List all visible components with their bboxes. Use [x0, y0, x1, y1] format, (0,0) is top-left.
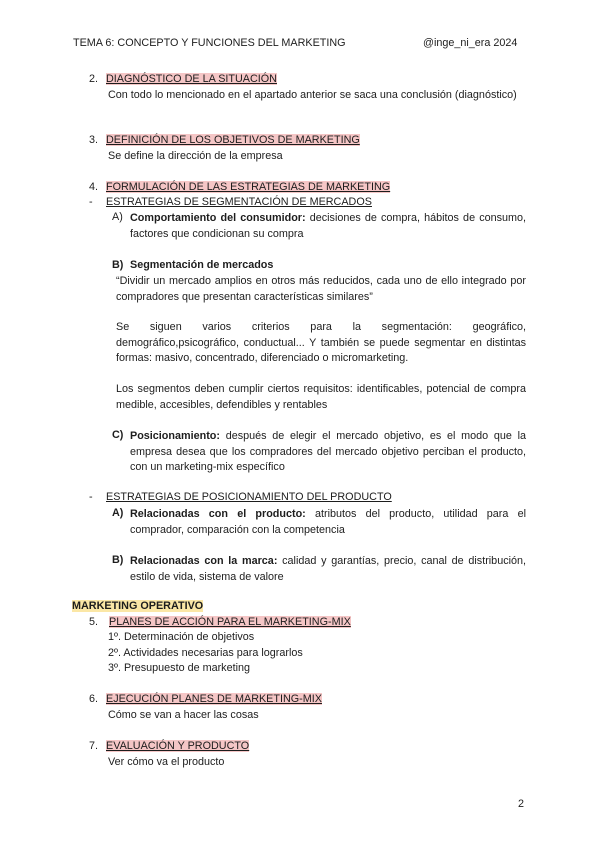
section-2-heading: [89, 73, 277, 85]
section-title: FORMULACIÓN DE LAS ESTRATEGIAS DE MARKETING: [106, 181, 391, 193]
section-number: 6.: [89, 693, 99, 705]
seg-a-letter: A): [112, 211, 123, 223]
section-7-body: Ver cómo va el producto: [108, 756, 225, 768]
header-title: TEMA 6: CONCEPTO Y FUNCIONES DEL MARKETING: [73, 37, 346, 49]
section-number: 5.: [89, 616, 99, 628]
positioning-title: ESTRATEGIAS DE POSICIONAMIENTO DEL PRODUCTO: [106, 491, 392, 503]
section-2-body: Con todo lo mencionado en el apartado anterior se saca una conclusión (diagnóstico): [108, 89, 517, 101]
seg-b-requirements: Los segmentos deben cumplir ciertos requisitos: identificables, potencial de compra medible, accesibles, defendibles y rentables: [116, 383, 526, 411]
seg-a-item: [130, 211, 526, 242]
section-number: 3.: [89, 134, 99, 146]
section-6-body: Cómo se van a hacer las cosas: [108, 709, 259, 721]
seg-b-title: Segmentación de mercados: [130, 259, 274, 271]
seg-b-criteria: Se siguen varios criterios para la segmentación: geográfico, demográfico,psicográfico, conductual... Y también se puede segmentar en distintas formas: masivo, concentrado, diferenciado o micromarketing.: [116, 321, 526, 364]
pos-a-text: atributos del producto, utilidad para el comprador, comparación con la competencia: [130, 508, 527, 536]
section-6-heading: [89, 693, 322, 705]
section-5-item-3: 3º. Presupuesto de marketing: [108, 662, 250, 674]
seg-c-item: [130, 429, 526, 476]
section-5-item-1: 1º. Determinación de objetivos: [108, 631, 255, 643]
marketing-operativo-heading: MARKETING OPERATIVO: [72, 600, 204, 612]
section-title: EVALUACIÓN Y PRODUCTO: [106, 740, 250, 752]
pos-b-item: [130, 554, 526, 585]
section-5-heading: [89, 616, 351, 628]
header-handle: @inge_ni_era 2024: [423, 37, 518, 49]
seg-b-letter: B): [112, 259, 124, 271]
section-3-heading: [89, 134, 360, 146]
seg-b-quote: “Dividir un mercado amplios en otros más reducidos, cada uno de ello integrado por compradores que presentan características similares”: [116, 275, 526, 303]
section-4-heading: [89, 181, 390, 193]
dash-bullet: -: [89, 196, 93, 208]
positioning-heading: [89, 491, 392, 503]
seg-a-text: decisiones de compra, hábitos de consumo, factores que condicionan su compra: [130, 212, 527, 240]
pos-a-item: [130, 507, 526, 538]
seg-a-bold: Comportamiento del consumidor:: [130, 212, 306, 224]
section-number: 7.: [89, 740, 99, 752]
pos-a-letter: A): [112, 507, 124, 519]
section-title: PLANES DE ACCIÓN PARA EL MARKETING-MIX: [109, 616, 351, 628]
pos-b-bold: Relacionadas con la marca:: [130, 555, 278, 567]
segmentation-title: ESTRATEGIAS DE SEGMENTACIÓN DE MERCADOS: [106, 196, 372, 208]
dash-bullet: -: [89, 491, 93, 503]
section-5-item-2: 2º. Actividades necesarias para lograrlos: [108, 647, 303, 659]
section-7-heading: [89, 740, 249, 752]
seg-c-text: después de elegir el mercado objetivo, es el modo que la empresa desea que los compradores del mercado objetivo perciban el producto, con un marketing-mix específico: [130, 430, 526, 473]
page-number: 2: [518, 798, 525, 810]
section-title: DIAGNÓSTICO DE LA SITUACIÓN: [106, 73, 277, 85]
section-title: EJECUCIÓN PLANES DE MARKETING-MIX: [106, 693, 322, 705]
pos-b-letter: B): [112, 554, 124, 566]
section-number: 2.: [89, 73, 99, 85]
segmentation-heading: [89, 196, 372, 208]
pos-b-text: calidad y garantías, precio, canal de distribución, estilo de vida, sistema de valore: [130, 555, 527, 583]
section-title: DEFINICIÓN DE LOS OBJETIVOS DE MARKETING: [106, 134, 360, 146]
section-3-body: Se define la dirección de la empresa: [108, 150, 283, 162]
section-number: 4.: [89, 181, 99, 193]
pos-a-bold: Relacionadas con el producto:: [130, 508, 306, 520]
seg-c-letter: C): [112, 429, 124, 441]
seg-c-bold: Posicionamiento:: [130, 430, 220, 442]
